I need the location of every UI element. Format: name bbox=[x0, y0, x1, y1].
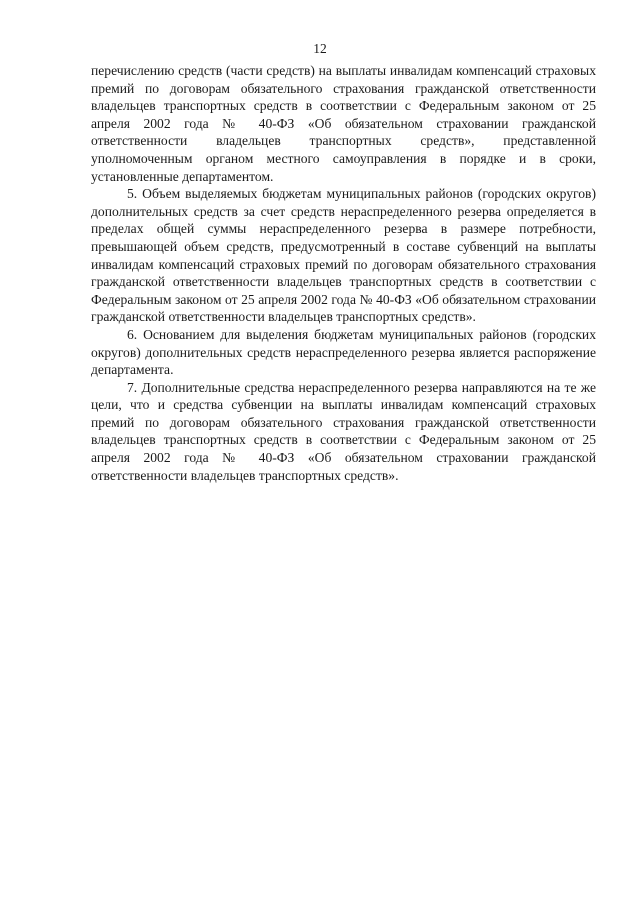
document-body bbox=[91, 62, 596, 484]
paragraph-continuation: перечислению средств (части средств) на выплаты инвалидам компенсаций страховых премий по договорам обязательного страхования гражданской ответственности владельцев транспортных средств в соответствии с Федеральным законом от 25 апреля 2002 года № 40-ФЗ «Об обязательном страховании гражданской ответственности владельцев транспортных средств», представленной уполномоченным органом местного самоуправления в порядке и в сроки, установленные департаментом. bbox=[91, 63, 596, 184]
paragraph-5: 5. Объем выделяемых бюджетам муниципальных районов (городских округов) дополнительных средств за счет средств нераспределенного резерва определяется в пределах общей суммы нераспределенного резерва в размере потребности, превышающей объем средств, предусмотренный в составе субвенций на выплаты инвалидам компенсаций страховых премий по договорам обязательного страхования гражданской ответственности владельцев транспортных средств в соответствии с Федеральным законом от 25 апреля 2002 года № 40-ФЗ «Об обязательном страховании гражданской ответственности владельцев транспортных средств». bbox=[91, 186, 596, 325]
page-number: 12 bbox=[313, 41, 327, 56]
paragraph-7: 7. Дополнительные средства нераспределенного резерва направляются на те же цели, что и средства субвенции на выплаты инвалидам компенсаций страховых премий по договорам обязательного страхования гражданской ответственности владельцев транспортных средств в соответствии с Федеральным законом от 25 апреля 2002 года № 40-ФЗ «Об обязательном страховании гражданской ответственности владельцев транспортных средств». bbox=[91, 379, 596, 483]
paragraph-6: 6. Основанием для выделения бюджетам муниципальных районов (городских округов) дополнительных средств нераспределенного резерва является распоряжение департамента. bbox=[91, 326, 596, 378]
